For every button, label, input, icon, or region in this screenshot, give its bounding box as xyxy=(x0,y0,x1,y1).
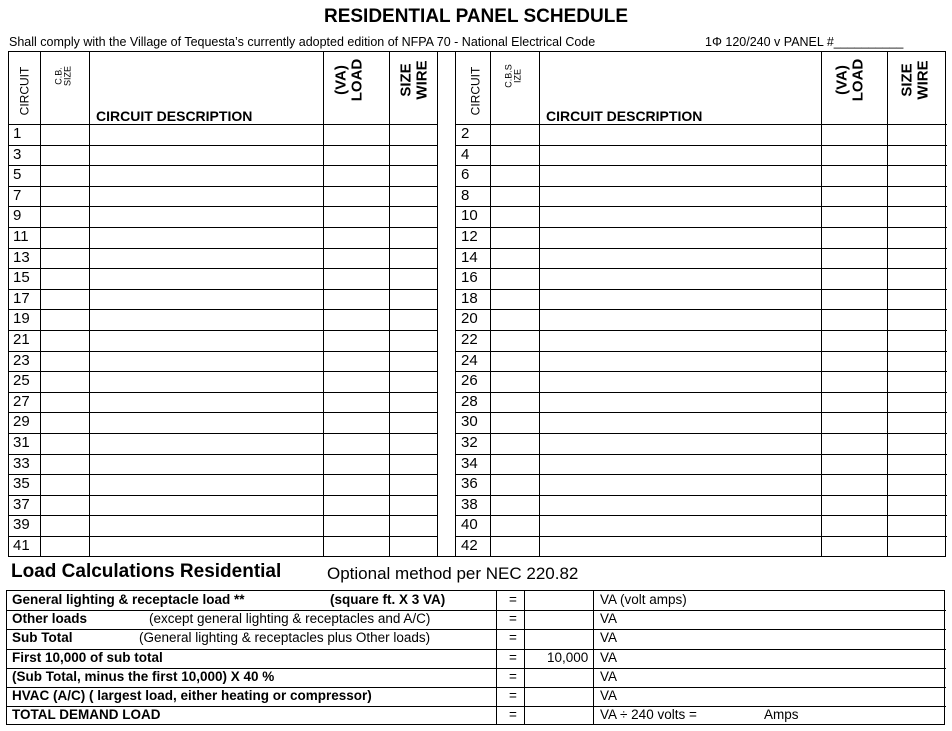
schedule-column-divider xyxy=(323,52,324,556)
code-compliance-note: Shall comply with the Village of Tequesta’s currently adopted edition of NFPA 70 - National Electrical Code xyxy=(9,35,596,49)
calc-equals-sign: = xyxy=(509,649,517,665)
schedule-row-divider xyxy=(9,248,437,249)
schedule-column-divider xyxy=(40,52,41,556)
schedule-row-divider xyxy=(9,165,437,166)
circuit-number-right: 42 xyxy=(461,537,478,554)
circuit-number-left: 29 xyxy=(13,413,30,431)
left-description-header: CIRCUIT DESCRIPTION xyxy=(96,108,253,124)
circuit-number-right: 10 xyxy=(461,207,478,225)
schedule-row-divider xyxy=(9,351,437,352)
circuit-number-right: 6 xyxy=(461,166,470,184)
left-circuit-header: CIRCUIT xyxy=(17,66,32,116)
circuit-number-right: 20 xyxy=(461,310,478,328)
calc-unit: VA xyxy=(600,611,618,627)
circuit-number-left: 3 xyxy=(13,145,22,163)
calc-value: 10,000 xyxy=(547,649,589,665)
calc-equals-sign: = xyxy=(509,688,517,703)
circuit-number-left: 25 xyxy=(13,372,30,390)
schedule-column-divider xyxy=(821,52,822,556)
calc-row-label: Other loads xyxy=(12,611,88,627)
calc-row-label: HVAC (A/C) ( largest load, either heating or compressor) xyxy=(12,688,372,703)
circuit-number-left: 35 xyxy=(13,475,30,493)
calc-unit: VA ÷ 240 volts = xyxy=(600,707,697,723)
schedule-row-divider xyxy=(455,454,947,455)
schedule-row-divider xyxy=(455,227,947,228)
schedule-row-divider xyxy=(455,515,947,516)
schedule-row-divider xyxy=(455,474,947,475)
right-description-header: CIRCUIT DESCRIPTION xyxy=(546,108,703,124)
schedule-row-divider xyxy=(9,515,437,516)
circuit-number-right: 40 xyxy=(461,516,478,534)
schedule-column-divider xyxy=(490,52,491,556)
circuit-number-left: 37 xyxy=(13,495,30,513)
schedule-column-divider xyxy=(887,52,888,556)
schedule-row-divider xyxy=(9,145,437,146)
schedule-row-divider xyxy=(455,392,947,393)
schedule-row-divider xyxy=(455,351,947,352)
schedule-row-divider xyxy=(455,268,947,269)
schedule-column-divider xyxy=(89,52,90,556)
panel-schedule-table xyxy=(8,51,946,557)
left-wire-header: SIZE WIRE xyxy=(397,60,430,100)
calc-equals-sign: = xyxy=(509,630,517,646)
circuit-number-left: 33 xyxy=(13,454,30,472)
schedule-row-divider xyxy=(9,454,437,455)
schedule-column-divider xyxy=(437,52,438,556)
calc-row-note: (General lighting & receptacles plus Other loads) xyxy=(139,630,431,646)
circuit-number-left: 9 xyxy=(13,207,22,225)
circuit-number-right: 4 xyxy=(461,145,470,163)
circuit-number-left: 5 xyxy=(13,166,22,184)
circuit-number-right: 16 xyxy=(461,269,478,287)
page-title: RESIDENTIAL PANEL SCHEDULE xyxy=(323,6,629,27)
circuit-number-left: 23 xyxy=(13,351,30,369)
circuit-number-left: 7 xyxy=(13,186,22,204)
circuit-number-right: 36 xyxy=(461,475,478,493)
circuit-number-right: 38 xyxy=(461,495,478,513)
schedule-row-divider xyxy=(9,330,437,331)
calc-unit: VA xyxy=(600,649,618,665)
schedule-column-divider xyxy=(389,52,390,556)
circuit-number-left: 21 xyxy=(13,331,30,348)
calc-unit: VA xyxy=(600,668,618,684)
schedule-row-divider xyxy=(9,268,437,269)
schedule-row-divider xyxy=(455,186,947,187)
circuit-number-left: 39 xyxy=(13,516,30,534)
circuit-number-right: 2 xyxy=(461,125,470,142)
calc-unit: VA xyxy=(600,630,618,646)
schedule-row-divider xyxy=(455,412,947,413)
schedule-row-divider xyxy=(9,392,437,393)
circuit-number-left: 11 xyxy=(13,228,29,245)
schedule-row-divider xyxy=(455,309,947,310)
schedule-row-divider xyxy=(455,433,947,434)
circuit-number-left: 1 xyxy=(13,125,22,142)
load-calc-title: Load Calculations Residential xyxy=(11,561,282,582)
circuit-number-right: 22 xyxy=(461,331,478,348)
calc-amps-label: Amps xyxy=(764,707,799,723)
circuit-number-right: 32 xyxy=(461,434,478,451)
schedule-row-divider xyxy=(455,145,947,146)
circuit-number-left: 27 xyxy=(13,392,30,410)
calc-row-label: General lighting & receptacle load ** xyxy=(12,592,245,607)
calc-row-label: First 10,000 of sub total xyxy=(12,649,163,665)
circuit-number-left: 17 xyxy=(13,289,30,307)
left-load-header: (VA) LOAD xyxy=(332,58,365,102)
schedule-row-divider xyxy=(9,186,437,187)
schedule-row-divider xyxy=(455,206,947,207)
right-load-header: (VA) LOAD xyxy=(833,58,866,102)
schedule-row-divider xyxy=(9,371,437,372)
right-circuit-header: CIRCUIT xyxy=(468,66,483,116)
schedule-row-divider xyxy=(455,289,947,290)
circuit-number-right: 18 xyxy=(461,289,478,307)
circuit-number-right: 14 xyxy=(461,248,478,266)
calc-unit: VA xyxy=(600,688,618,703)
circuit-number-left: 41 xyxy=(13,537,30,554)
schedule-row-divider xyxy=(9,536,437,537)
circuit-number-right: 24 xyxy=(461,351,478,369)
circuit-number-right: 8 xyxy=(461,186,470,204)
left-cb-size-header: C.B. SIZE xyxy=(53,65,73,87)
schedule-row-divider xyxy=(455,248,947,249)
circuit-number-left: 31 xyxy=(13,434,30,451)
calc-row-note: (except general lighting & receptacles and A/C) xyxy=(149,611,431,627)
schedule-row-divider xyxy=(455,330,947,331)
circuit-number-left: 15 xyxy=(13,269,30,287)
schedule-row-divider xyxy=(9,124,437,125)
circuit-number-right: 28 xyxy=(461,392,478,410)
right-cb-size-header: C.B.S IZE xyxy=(503,64,523,88)
schedule-row-divider xyxy=(455,371,947,372)
schedule-column-divider xyxy=(539,52,540,556)
schedule-column-divider xyxy=(455,52,456,556)
circuit-number-right: 34 xyxy=(461,454,478,472)
calc-unit: VA (volt amps) xyxy=(600,592,687,607)
schedule-row-divider xyxy=(455,124,947,125)
calc-row-label: (Sub Total, minus the first 10,000) X 40 % xyxy=(12,668,275,684)
calc-row-label: TOTAL DEMAND LOAD xyxy=(12,707,161,723)
schedule-row-divider xyxy=(9,289,437,290)
panel-number-field[interactable]: 1Φ 120/240 v PANEL #__________ xyxy=(705,35,904,49)
load-calc-table xyxy=(6,590,945,725)
circuit-number-left: 13 xyxy=(13,248,30,266)
circuit-number-left: 19 xyxy=(13,310,30,328)
circuit-number-right: 30 xyxy=(461,413,478,431)
load-calc-method: Optional method per NEC 220.82 xyxy=(327,564,579,583)
schedule-row-divider xyxy=(9,412,437,413)
circuit-number-right: 26 xyxy=(461,372,478,390)
calc-equals-sign: = xyxy=(509,668,517,684)
schedule-row-divider xyxy=(9,309,437,310)
schedule-row-divider xyxy=(9,206,437,207)
schedule-row-divider xyxy=(455,536,947,537)
calc-equals-sign: = xyxy=(509,611,517,627)
calc-row-label: Sub Total xyxy=(12,630,73,646)
schedule-row-divider xyxy=(9,227,437,228)
schedule-row-divider xyxy=(455,165,947,166)
right-wire-header: SIZE WIRE xyxy=(898,60,931,100)
schedule-row-divider xyxy=(9,433,437,434)
calc-equals-sign: = xyxy=(509,707,517,723)
calc-row-divider xyxy=(7,610,946,611)
calc-row-note: (square ft. X 3 VA) xyxy=(330,592,446,607)
schedule-row-divider xyxy=(455,495,947,496)
schedule-row-divider xyxy=(9,474,437,475)
schedule-row-divider xyxy=(9,495,437,496)
circuit-number-right: 12 xyxy=(461,228,478,245)
calc-equals-sign: = xyxy=(509,592,517,607)
